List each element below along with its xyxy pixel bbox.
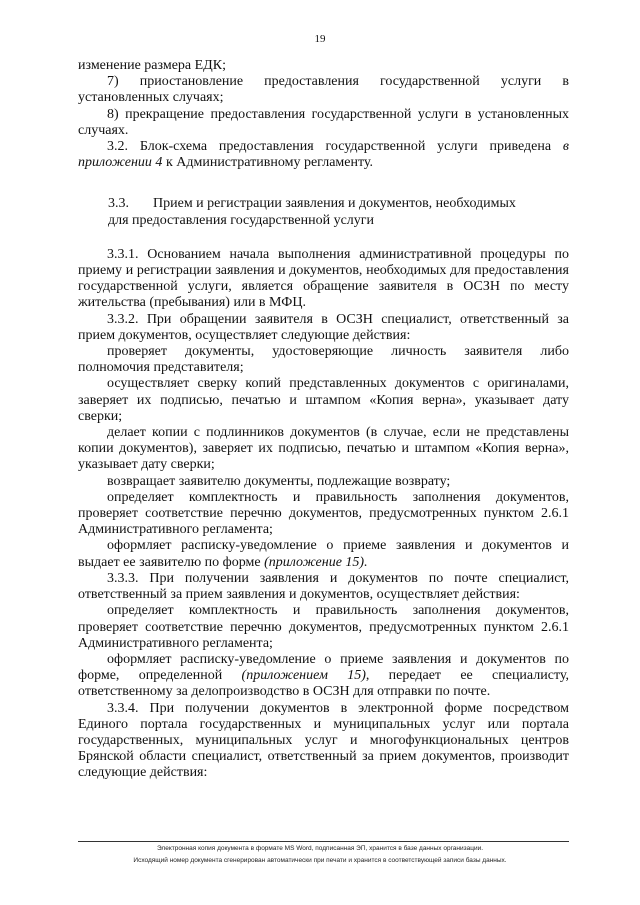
text-run: к Административному регламенту. [162, 155, 374, 171]
section-heading [78, 196, 569, 212]
action-item: проверяет документы, удостоверяющие личность заявителя либо полномочия представителя; [78, 344, 569, 376]
list-item-7: 7) приостановление предоставления государственной услуги в установленных случаях; [78, 74, 569, 106]
action-item: определяет комплектность и правильность заполнения документов, проверяет соответствие перечню документов, предусмотренных пунктом 2.6.1 Административного регламента; [78, 489, 569, 538]
document-body [78, 58, 569, 782]
text-run: , передает ее специалисту, ответственному за делопроизводство в ОСЗН для отправки по почте. [78, 668, 569, 700]
footer-note: Электронная копия документа в формате MS Word, подписанная ЭП, хранится в базе данных организации. [156, 845, 484, 852]
section-heading-line-2: для предоставления государственной услуги [108, 212, 375, 228]
paragraph: изменение размера ЕДК; [78, 58, 226, 73]
text-run: 3.2. Блок-схема предоставления государственной услуги приведена [107, 139, 563, 155]
italic-reference: (приложением 15) [241, 668, 366, 684]
paragraph-3-3-1: 3.3.1. Основанием начала выполнения административной процедуры по приему и регистрации заявления и документов, необходимых для предоставления государственной услуги, является обращение заявителя в ОСЗН по месту жительства (пребывания) или в МФЦ. [78, 246, 569, 311]
italic-reference: в приложении 4 [78, 139, 569, 171]
action-item: осуществляет сверку копий представленных документов с оригиналами, заверяет их подписью, печатью и штампом «Копия верна», указывает дату сверки; [78, 376, 569, 424]
action-item: делает копии с подлинников документов (в случае, если не представлены копии документов), заверяет их подписью, печатью и штампом «Копия верна», указывает дату сверки; [78, 425, 569, 473]
paragraph-3-3-3: 3.3.3. При получении заявления и документов по почте специалист, ответственный за прием заявления и документов, осуществляет действия: [78, 570, 569, 603]
action-item [78, 652, 569, 701]
text-run: оформляет расписку-уведомление о приеме заявления и документов и выдает ее заявителю по форме [78, 538, 569, 570]
list-item-8: 8) прекращение предоставления государственной услуги в установленных случаях. [78, 106, 569, 138]
section-number: 3.3. [108, 196, 129, 212]
paragraph-3-3-4: 3.3.4. При получении документов в электронной форме посредством Единого портала государственных и муниципальных услуг или портала государственных, муниципальных услуг и многофункциональных центров Брянской области специалист, ответственный за прием документов, производит следующие действия: [78, 700, 569, 781]
footer-divider [78, 841, 569, 842]
text-run: оформляет расписку-уведомление о приеме заявления и документов по форме, определенной [78, 651, 569, 684]
spacer [78, 229, 569, 247]
action-item: возвращает заявителю документы, подлежащие возврату; [107, 473, 451, 489]
italic-reference: (приложение 15). [264, 554, 368, 570]
action-item: определяет комплектность и правильность заполнения документов, проверяет соответствие перечню документов, предусмотренных пунктом 2.6.1 Административного регламента; [78, 603, 569, 651]
action-item [78, 538, 569, 570]
spacer [78, 171, 569, 196]
paragraph-3-2 [78, 139, 569, 171]
heading-line: Прием и регистрации заявления и документов, необходимых [153, 196, 516, 212]
paragraph-3-3-2: 3.3.2. При обращении заявителя в ОСЗН специалист, ответственный за прием документов, осуществляет следующие действия: [78, 311, 569, 343]
footer-note: Исходящий номер документа сгенерирован автоматически при печати и хранится в соответствующей записи базы данных. [133, 857, 507, 864]
page-number: 19 [314, 33, 326, 45]
